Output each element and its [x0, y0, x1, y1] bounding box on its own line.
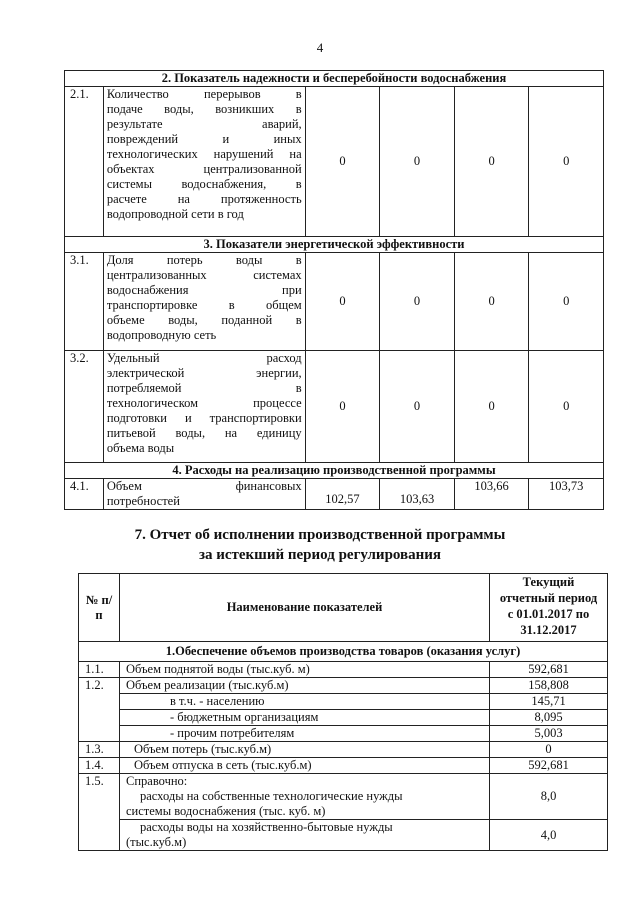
row-name: в т.ч. - населению: [120, 694, 490, 710]
indicators-table: [64, 70, 604, 510]
row-value: 145,71: [490, 694, 608, 710]
value-cell: 0: [380, 253, 455, 351]
table-row: [65, 479, 604, 510]
value-cell: 0: [305, 87, 380, 237]
value-cell: 0: [380, 87, 455, 237]
row-value: 158,808: [490, 678, 608, 694]
row-number: 1.4.: [79, 758, 120, 774]
row-value: 592,681: [490, 662, 608, 678]
value-cell: 0: [454, 87, 529, 237]
table-row: [79, 774, 608, 820]
header-row: [79, 574, 608, 642]
row-name: Объем реализации (тыс.куб.м): [120, 678, 490, 694]
value-cell: 103,66: [454, 479, 529, 510]
header-num: № п/п: [79, 574, 120, 642]
section-heading-volumes: 1.Обеспечение объемов производства товаров (оказания услуг): [79, 642, 608, 662]
row-value: 5,003: [490, 726, 608, 742]
row-value: 8,095: [490, 710, 608, 726]
value-cell: 0: [305, 253, 380, 351]
report-table: [78, 573, 608, 851]
table-row: [65, 87, 604, 237]
reference-item: Справочно: расходы на собственные технологические нужды системы водоснабжения (тыс. куб. м): [120, 774, 490, 820]
table-row: [65, 253, 604, 351]
row-name: - прочим потребителям: [120, 726, 490, 742]
row-number: [79, 726, 120, 742]
row-number: 1.5.: [79, 774, 120, 820]
row-name: - бюджетным организациям: [120, 710, 490, 726]
table-row: [79, 662, 608, 678]
row-value: 0: [490, 742, 608, 758]
report-title: 7. Отчет об исполнении производственной программы за истекший период регулирования: [134, 527, 506, 563]
value-cell: 0: [454, 351, 529, 463]
row-number: 3.1.: [65, 253, 104, 351]
row-number: 2.1.: [65, 87, 104, 237]
row-value: 8,0: [490, 774, 608, 820]
table-row: [79, 678, 608, 694]
row-number: 1.1.: [79, 662, 120, 678]
header-current-period: Текущий отчетный период с 01.01.2017 по 31.12.2017: [490, 574, 608, 642]
value-cell: 102,57: [305, 479, 380, 510]
section-heading-energy: 3. Показатели энергетической эффективности: [65, 237, 604, 253]
header-name: Наименование показателей: [120, 574, 490, 642]
row-description: Доля потерь воды в централизованных системах водоснабжения при транспортировке в общем объеме воды, поданной в водопроводную сеть: [103, 253, 305, 351]
row-number: 4.1.: [65, 479, 104, 510]
table-row: [79, 710, 608, 726]
value-cell: 0: [529, 351, 604, 463]
table-row: [65, 351, 604, 463]
value-cell: 0: [529, 87, 604, 237]
row-name: Объем потерь (тыс.куб.м): [120, 742, 490, 758]
page-number: 4: [316, 40, 324, 55]
row-number: [79, 710, 120, 726]
row-name: Объем поднятой воды (тыс.куб. м): [120, 662, 490, 678]
table-row: [79, 726, 608, 742]
value-cell: 103,63: [380, 479, 455, 510]
value-cell: 103,73: [529, 479, 604, 510]
row-value: 4,0: [490, 820, 608, 851]
section-heading-expenses: 4. Расходы на реализацию производственной программы: [65, 463, 604, 479]
row-number: [79, 820, 120, 851]
row-description: Удельный расход электрической энергии, потребляемой в технологическом процессе подготовки и транспортировки питьевой воды, на единицу объема воды: [103, 351, 305, 463]
table-row: [79, 820, 608, 851]
section-heading-reliability: 2. Показатель надежности и бесперебойности водоснабжения: [65, 71, 604, 87]
row-number: 1.3.: [79, 742, 120, 758]
reference-item: расходы воды на хозяйственно-бытовые нужды (тыс.куб.м): [120, 820, 490, 851]
row-number: [79, 694, 120, 710]
value-cell: 0: [305, 351, 380, 463]
value-cell: 0: [454, 253, 529, 351]
row-name: Объем отпуска в сеть (тыс.куб.м): [120, 758, 490, 774]
value-cell: 0: [529, 253, 604, 351]
table-row: [79, 742, 608, 758]
value-cell: 0: [380, 351, 455, 463]
row-value: 592,681: [490, 758, 608, 774]
table-row: [79, 758, 608, 774]
table-row: [79, 694, 608, 710]
row-description: Объем финансовых потребностей: [103, 479, 305, 510]
row-number: 3.2.: [65, 351, 104, 463]
row-description: Количество перерывов в подаче воды, возникших в результате аварий, повреждений и иных технологических нарушений на объектах централизованной системы водоснабжения, в расчете на протяженность водопроводной сети в год: [103, 87, 305, 237]
row-number: 1.2.: [79, 678, 120, 694]
